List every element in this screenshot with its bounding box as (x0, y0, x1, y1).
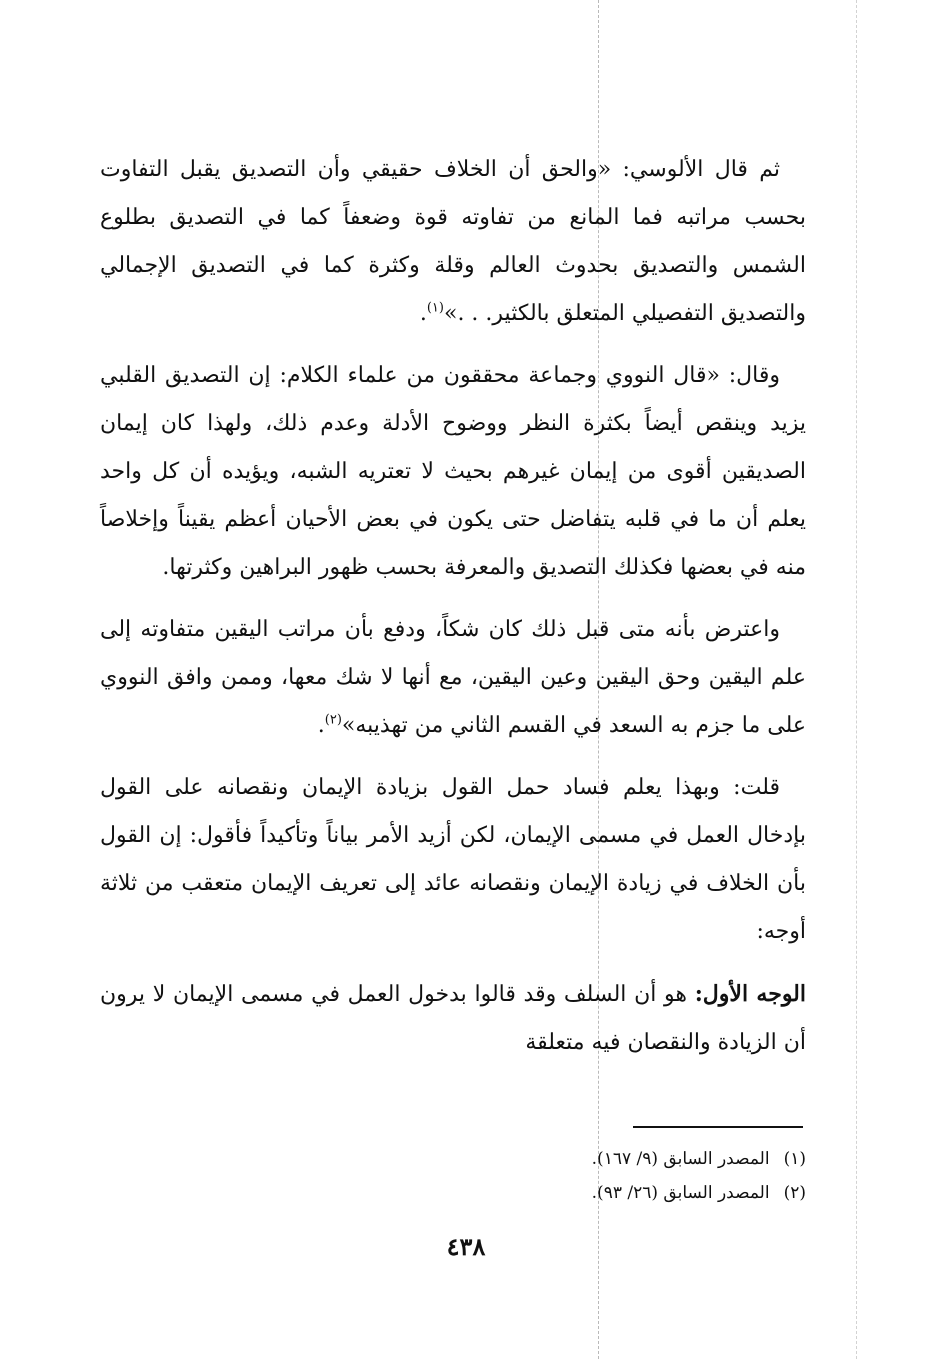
paragraph-text: هو أن السلف وقد قالوا بدخول العمل في مسمى الإيمان لا يرون أن الزيادة والنقصان فيه متعلقة (100, 982, 806, 1055)
footnote-number: (١) (783, 1149, 806, 1169)
paragraph-objection (100, 606, 806, 750)
paragraph-text: واعترض بأنه متى قبل ذلك كان شكاً، ودفع بأن مراتب اليقين متفاوته إلى علم اليقين وحق اليقين وعين اليقين، مع أنها لا شك معها، وممن وافق النووي على ما جزم به السعد في القسم الثاني من تهذيبه» (100, 617, 806, 738)
aspect-heading: الوجه الأول: (694, 981, 806, 1007)
footnote-text: المصدر السابق (٢٦/ ٩٣). (591, 1183, 770, 1203)
paragraph-end: . (317, 713, 325, 738)
footnote-separator (633, 1126, 803, 1128)
footnotes (400, 1142, 806, 1210)
paragraph-first-aspect (100, 970, 806, 1067)
paragraph-text: قلت: وبهذا يعلم فساد حمل القول بزيادة الإيمان ونقصانه على القول بإدخال العمل في مسمى الإيمان، لكن أزيد الأمر بياناً وتأكيداً فأقول: إن القول بأن الخلاف في زيادة الإيمان ونقصانه عائد إلى تعريف الإيمان متعقب من ثلاثة أوجه: (100, 775, 806, 944)
paragraph-text: وقال: «قال النووي وجماعة محققون من علماء الكلام: إن التصديق القلبي يزيد وينقص أيضاً بكثرة النظر ووضوح الأدلة وعدم ذلك، ولهذا كان إيمان الصديقين أقوى من إيمان غيرهم بحيث لا تعتريه الشبه، ويؤيده أن كل واحد يعلم أن ما في قلبه يتفاضل حتى يكون في بعض الأحيان أعظم يقيناً وإخلاصاً منه في بعضها فكذلك التصديق والمعرفة بحسب ظهور البراهين وكثرتها. (100, 363, 806, 580)
paragraph-alusi-quote (100, 146, 806, 338)
footnote-item (400, 1176, 806, 1210)
footnote-number: (٢) (783, 1183, 806, 1203)
paragraph-nawawi-quote (100, 352, 806, 592)
paragraph-text: ثم قال الألوسي: «والحق أن الخلاف حقيقي وأن التصديق يقبل التفاوت بحسب مراتبه فما المانع من تفاوته قوة وضعفاً كما في التصديق بطلوع الشمس والتصديق بحدوث العالم وقلة وكثرة كما في التصديق الإجمالي والتصديق التفصيلي المتعلق بالكثير. . .» (100, 157, 806, 326)
footnote-ref-1: (١) (426, 300, 444, 316)
paragraph-end: . (419, 301, 427, 326)
scan-edge-line (856, 0, 857, 1359)
footnote-text: المصدر السابق (٩/ ١٦٧). (591, 1149, 770, 1169)
page-number: ٤٣٨ (446, 1232, 486, 1261)
paragraph-author-comment (100, 764, 806, 956)
footnote-item (400, 1142, 806, 1176)
main-text-block (100, 146, 806, 1081)
footnote-ref-2: (٢) (324, 712, 342, 728)
